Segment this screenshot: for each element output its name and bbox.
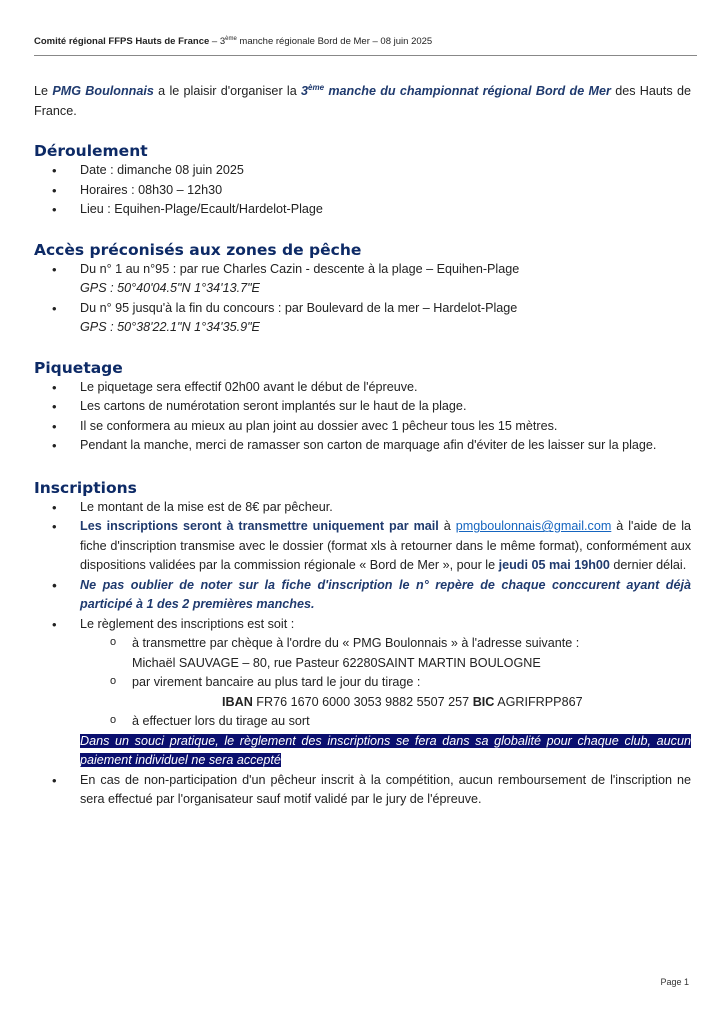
page-header [34,36,432,47]
deroulement-list [34,161,691,220]
bic-label: BIC [472,694,495,709]
list-item-mail [80,517,691,576]
cheque-text: o à transmettre par chèque à l'ordre du « PMG Boulonnais » à l'adresse suivante : [132,636,580,651]
section-title: Déroulement [34,142,148,161]
bank-details [132,693,691,713]
header-divider [34,55,697,56]
inscriptions-list [34,498,691,810]
iban-value: FR76 1670 6000 3053 9882 5507 257 [252,694,473,709]
header-org: Comité régional FFPS Hauts de France [34,36,210,48]
list-item-remboursement: • En cas de non-participation d'un pêcheur inscrit à la compétition, aucun remboursement de l'inscription ne sera effectué par l'organisateur sauf motif validé par le jury de l'épreuve. [80,771,691,810]
championship-name: manche du championnat régional Bord de Mer [324,84,611,99]
list-item-reglement [80,615,691,771]
bic-value: AGRIFRPP867 [494,694,583,709]
payment-options [80,634,691,732]
section-inscriptions [34,478,691,810]
intro-text: des Hauts de France. [34,84,692,118]
section-title: Piquetage [34,358,123,377]
email-link[interactable]: pmgboulonnais@gmail.com [455,519,612,534]
section-deroulement [34,141,691,220]
reglement-intro: • Le règlement des inscriptions est soit : [80,616,295,631]
virement-text: o par virement bancaire au plus tard le jour du tirage : [132,675,421,690]
page-number: Page 1 [660,977,689,987]
text: dernier délai. [609,558,687,573]
option-tirage: o à effectuer lors du tirage au sort [132,712,691,732]
deadline: jeudi 05 mai 19h00 [498,558,610,573]
list-item-date: • Date : dimanche 08 juin 2025 [80,161,691,181]
text: à [438,519,456,534]
header-sep: – [209,36,220,48]
list-item [80,260,691,299]
intro-text: Le [34,84,53,99]
iban-label: IBAN [222,694,253,709]
list-item: • Le piquetage sera effectif 02h00 avant le début de l'épreuve. [80,378,691,398]
list-item: • Pendant la manche, merci de ramasser son carton de marquage afin d'éviter de les laisser sur la plage. [80,436,691,456]
header-round-rest: manche régionale Bord de Mer – 08 juin 2025 [236,36,433,48]
list-item: • Il se conformera au mieux au plan joint au dossier avec 1 pêcheur tous les 15 mètres. [80,417,691,437]
section-title: Inscriptions [34,478,137,497]
piquetage-list [34,378,691,456]
list-item: • Les cartons de numérotation seront implantés sur le haut de la plage. [80,397,691,417]
highlighted-text: Dans un souci pratique, le règlement des inscriptions se fera dans sa globalité pour chaque club, aucun paiement individuel ne sera accepté [80,733,691,768]
round-number: 3 [301,84,309,99]
address: Michaël SAUVAGE – 80, rue Pasteur 62280SAINT MARTIN BOULOGNE [132,655,541,670]
list-item [80,299,691,338]
access-route: • Du n° 95 jusqu'à la fin du concours : par Boulevard de la mer – Hardelot-Plage [80,300,518,315]
section-acces [34,240,691,338]
club-name: PMG Boulonnais [52,84,154,99]
text: à l'aide de la fiche d'inscription transmise avec le dossier (format xls à retourner dans le même format), conformément aux dispositions validées par la commission régionale « Bord de Mer », pour le [80,519,691,573]
intro-text: a le plaisir d'organiser la [153,84,302,99]
document-body [34,78,691,810]
section-title: Accès préconisés aux zones de pêche [34,240,362,259]
gps-coordinates: GPS : 50°40'04.5"N 1°34'13.7"E [80,281,260,296]
gps-coordinates: GPS : 50°38'22.1"N 1°34'35.9"E [80,320,260,335]
header-round-sup: ème [225,36,237,42]
option-virement [132,673,691,712]
mail-instruction: Les inscriptions seront à transmettre uniquement par mail [80,519,439,534]
access-route: • Du n° 1 au n°95 : par rue Charles Cazin - descente à la plage – Equihen-Plage [80,261,520,276]
list-item-mise: • Le montant de la mise est de 8€ par pêcheur. [80,498,691,518]
list-item-note: • Ne pas oublier de noter sur la fiche d'inscription le n° repère de chaque conccurent ayant déjà participé à 1 des 2 premières manches. [80,576,691,615]
round-sup: ème [308,83,325,92]
list-item-lieu: • Lieu : Equihen-Plage/Ecault/Hardelot-Plage [80,200,691,220]
highlight-notice [80,732,691,771]
intro-paragraph [34,78,691,121]
list-item-horaires: • Horaires : 08h30 – 12h30 [80,181,691,201]
section-piquetage [34,358,691,456]
header-round-num: 3 [219,36,226,48]
acces-list [34,260,691,338]
option-cheque [132,634,691,673]
